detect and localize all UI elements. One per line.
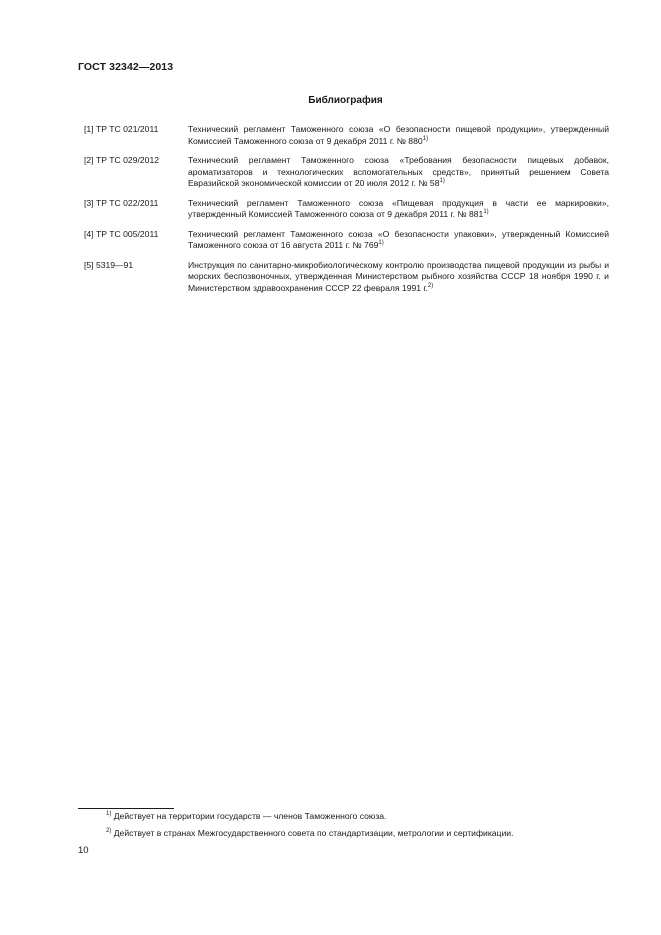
bibliography-reference-text bbox=[188, 198, 609, 221]
bibliography-reference-text bbox=[188, 229, 609, 252]
bibliography-reference-text bbox=[188, 260, 609, 295]
footnote-text: Действует в странах Межгосударственного совета по стандартизации, метрологии и сертификации. bbox=[113, 828, 514, 838]
footnote-1 bbox=[106, 811, 386, 822]
reference-description: Технический регламент Таможенного союза «Пищевая продукция в части ее маркировки», утвержденный Комиссией Таможенного союза от 9 декабря 2011 г. № 881 bbox=[188, 197, 609, 219]
bibliography-entry bbox=[84, 229, 609, 252]
footnote-text: Действует на территории государств — членов Таможенного союза. bbox=[113, 811, 387, 821]
reference-description: Инструкция по санитарно-микробиологическому контролю производства пищевой продукции из рыбы и морских беспозвоночных, утвержденная Министерством рыбного хозяйства СССР 18 ноября 1990 г. и Министерством здравоохранения СССР 22 февраля 1991 г. bbox=[188, 259, 609, 293]
footnote-marker: 1) bbox=[378, 240, 384, 246]
footnote-marker: 1) bbox=[483, 209, 489, 215]
footnote-2 bbox=[106, 828, 513, 839]
reference-description: Технический регламент Таможенного союза «О безопасности упаковки», утвержденный Комиссией Таможенного союза от 16 августа 2011 г. № 769 bbox=[188, 228, 609, 250]
bibliography-entry bbox=[84, 155, 609, 190]
footnote-mark: 2) bbox=[106, 828, 112, 834]
bibliography-list bbox=[84, 124, 609, 302]
bibliography-entry bbox=[84, 198, 609, 221]
document-code-header: ГОСТ 32342—2013 bbox=[78, 61, 174, 73]
footnote-marker: 2) bbox=[427, 282, 434, 289]
footnote-marker: 1) bbox=[439, 178, 445, 184]
bibliography-reference-text bbox=[188, 155, 609, 190]
bibliography-entry bbox=[84, 260, 609, 295]
reference-description: Технический регламент Таможенного союза «О безопасности пищевой продукции», утвержденный Комиссией Таможенного союза от 9 декабря 2011 г. № 880 bbox=[188, 124, 609, 146]
bibliography-reference-code: [2] ТР ТС 029/2012 bbox=[84, 155, 159, 165]
bibliography-reference-code: [5] 5319—91 bbox=[84, 259, 134, 270]
bibliography-reference-text bbox=[188, 124, 609, 147]
footnote-mark: 1) bbox=[106, 811, 112, 817]
footnote-marker: 1) bbox=[422, 135, 428, 142]
bibliography-entry bbox=[84, 124, 609, 147]
bibliography-reference-code: [1] ТР ТС 021/2011 bbox=[84, 124, 159, 134]
bibliography-reference-code: [3] ТР ТС 022/2011 bbox=[84, 197, 159, 208]
bibliography-reference-code: [4] ТР ТС 005/2011 bbox=[84, 228, 159, 239]
footnote-separator-line bbox=[78, 808, 174, 809]
section-title-bibliography: Библиография bbox=[308, 95, 383, 106]
reference-description: Технический регламент Таможенного союза «Требования безопасности пищевых добавок, ароматизаторов и технологических вспомогательных средств», принятый решением Совета Евразийской экономической комиссии от 20 июля 2012 г. № 58 bbox=[188, 155, 609, 188]
page-number: 10 bbox=[78, 845, 89, 856]
